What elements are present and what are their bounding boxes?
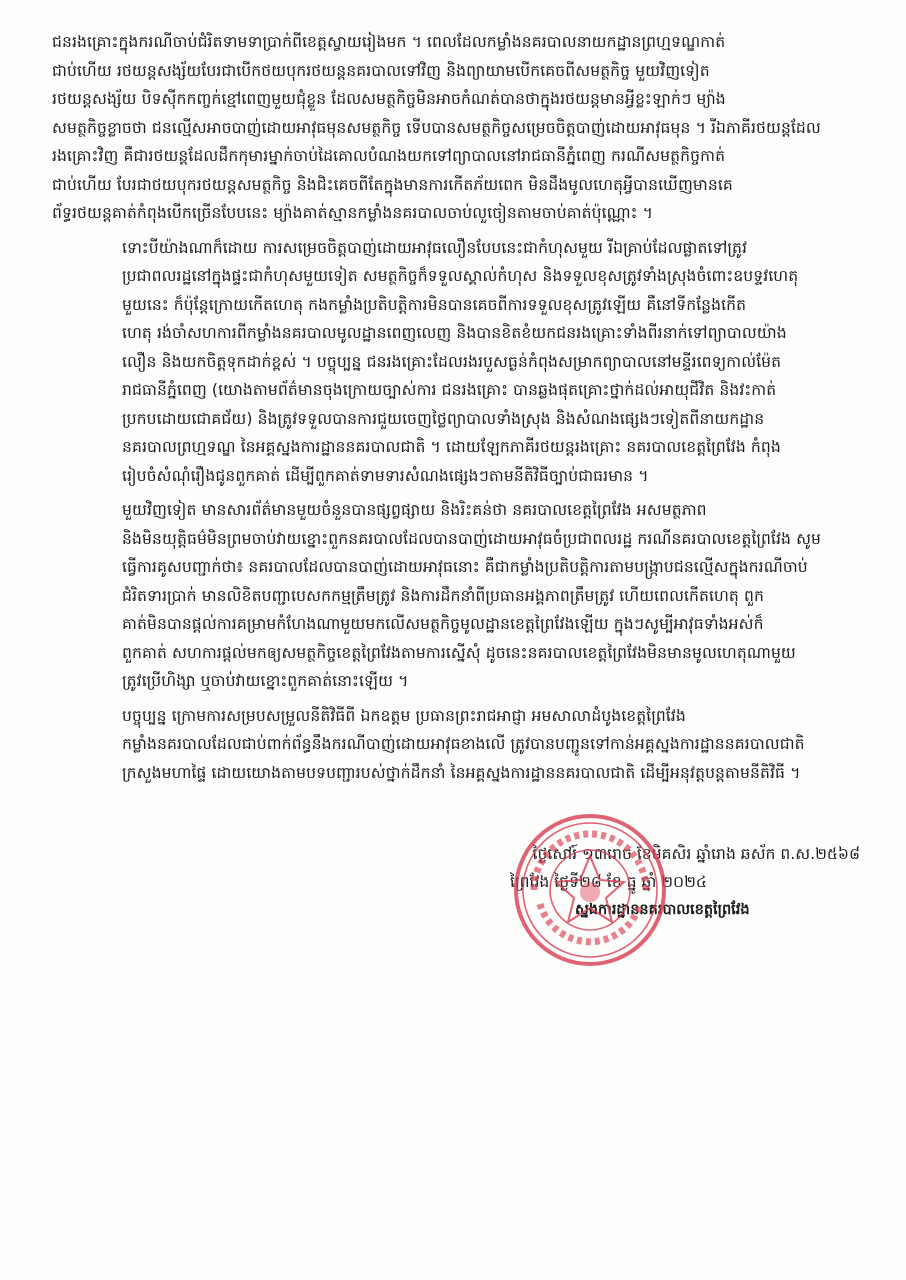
lunar-date: ថ្ងៃសៅរ៍ ១៣រោច ខែមិគសិរ ឆ្នាំរោង ឆស័ក ព.ស.២៥៦៨ [532, 845, 860, 863]
paragraph-line: ធ្វើការគូសបញ្ជាក់ថា៖ នគរបាលដែលបានបាញ់ដោយអាវុធនោះ គឺជាកម្លាំងប្រតិបត្តិការតាមបង្ក្រាបជនល្មើសក្នុងករណីចាប់ [122, 558, 808, 576]
paragraph-line: ពួកគាត់ សហការផ្តល់មកឲ្យសមត្ថកិច្ចខេត្តព្រៃវែងតាមការស្នើសុំ ដូចនេះនគរបាលខេត្តព្រៃវែងមិនមានមូលហេតុណាមួយ [122, 643, 796, 662]
paragraph-line: ត្រូវប្រើហិង្សា ឬចាប់វាយខ្នោះពួកគាត់នោះឡើយ ។ [122, 672, 409, 690]
paragraph-line: បច្ចុប្បន្ន ក្រោមការសម្របសម្រួលនីតិវិធីពី ឯកឧត្តម ប្រធានព្រះរាជអាជ្ញា អមសាលាដំបូងខេត្តព្រៃវែង [122, 706, 686, 725]
paragraph-line: និងមិនយុត្តិធម៌មិនព្រមចាប់វាយខ្នោះពួកនគរបាលដែលបានបាញ់ដោយអាវុធចំប្រជាពលរដ្ឋ ករណីនគរបាលខេត្តព្រៃវែង សូម [122, 529, 822, 548]
paragraph [52, 234, 852, 491]
solar-date: ព្រៃវែង ថ្ងៃទី២៨ ខែ ធ្នូ ឆ្នាំ ២០២៤ [510, 873, 707, 891]
paragraph-line: ប្រកបដោយជោគជ័យ) និងត្រូវទទួលបានការជួយចេញថ្លៃព្យាបាលទាំងស្រុង និងសំណងផ្សេងៗទៀតពីនាយកដ្ឋាន [122, 409, 765, 428]
paragraph-line: ជាប់ហើយ បែរជាថយបុករថយន្តសមត្ថកិច្ច និងជិះគេចពីតែក្នុងមានការកើតភ័យពេក មិនដឹងមូលហេតុអ្វីបានឃើញមានគេ [52, 175, 733, 194]
paragraph [52, 702, 852, 788]
paragraph-line: លឿន និងយកចិត្តទុកដាក់ខ្ពស់ ។ បច្ចុប្បន្ន ជនរងគ្រោះដែលរងរបួសធ្ងន់កំពុងសម្រាកព្យាបាលនៅមន្ទីរពេទ្យកាល់ម៉ែត [122, 352, 782, 371]
paragraph-line: រងគ្រោះវិញ គឺជារថយន្តដែលដឹកកុមារម្នាក់ចាប់ដៃគោលបំណងយកទៅព្យាបាលនៅរាជធានីភ្នំពេញ ករណីសមត្ថកិច្ចកាត់ [52, 147, 726, 165]
paragraph-line: ទោះបីយ៉ាងណាក៏ដោយ ការសម្រេចចិត្តបាញ់ដោយអាវុធលឿនបែបនេះជាកំហុសមួយ រីឯគ្រាប់ដែលផ្លាតទៅត្រូវ [122, 238, 748, 257]
paragraph-line: ប្រជាពលរដ្ឋនៅក្នុងផ្ទះជាកំហុសមួយទៀត សមត្ថកិច្ចក៏ទទួលស្គាល់កំហុស និងទទួលខុសត្រូវទាំងស្រុងចំពោះឧបទ្ទវហេតុ [122, 267, 799, 285]
document-body [52, 28, 852, 793]
paragraph-line: ហេតុ រង់ចាំសហការពីកម្លាំងនគរបាលមូលដ្ឋានពេញលេញ និងបានខិតខំយកជនរងគ្រោះទាំងពីរនាក់ទៅព្យាបាលយ៉ាង [122, 324, 787, 342]
paragraph-line: សមត្ថកិច្ចខ្លាចថា ជនល្មើសអាចបាញ់ដោយអាវុធមុនសមត្ថកិច្ច ទើបបានសមត្ថកិច្ចសម្រេចចិត្តបាញ់ដោយអាវុធមុន ។ រីឯភាគីរថយន្តដែល [52, 118, 821, 137]
paragraph-line: កម្លាំងនគរបាលដែលជាប់ពាក់ព័ន្ធនឹងករណីបាញ់ដោយអាវុធខាងលើ ត្រូវបានបញ្ជូនទៅកាន់អគ្គស្នងការដ្ឋាននគរបាលជាតិ [122, 735, 805, 753]
paragraph [52, 28, 852, 228]
paragraph-line: រាជធានីភ្នំពេញ (យោងតាមព័ត៌មានចុងក្រោយច្បាស់ការ ជនរងគ្រោះ បានឆ្លងផុតគ្រោះថ្នាក់ដល់អាយុជីវិត និងវះកាត់ [122, 381, 777, 399]
signature-unit: ស្នងការដ្ឋាននគរបាលខេត្តព្រៃវែង [575, 902, 750, 918]
paragraph-line: ជាប់ហើយ រថយន្តសង្ស័យបែរជាបើកថយបុករថយន្តនគរបាលទៅវិញ និងព្យាយាមបើកគេចពីសមត្ថកិច្ច មួយវិញទៀត [52, 61, 710, 80]
paragraph-line: មួយនេះ ក៏ប៉ុន្តែក្រោយកើតហេតុ កងកម្លាំងប្រតិបត្តិការមិនបានគេចពីការទទួលខុសត្រូវឡើយ គឺនៅទីកន្លែងកើត [122, 295, 747, 314]
paragraph-line: ជនរងគ្រោះក្នុងករណីចាប់ជំរិតទាមទាប្រាក់ពីខេត្តស្វាយរៀងមក ។ ពេលដែលកម្លាំងនគរបាលនាយកដ្ឋានព្រហ្មទណ្ឌកាត់ [52, 33, 726, 51]
paragraph-line: រថយន្តសង្ស័យ បិទស៊ីកកញ្ចក់ខ្មៅពេញមួយជុំខ្លួន ដែលសមត្ថកិច្ចមិនអាចកំណត់បានថាក្នុងរថយន្តមានអ្វីខ្លះឡាក់ៗ ម្យ៉ាង [52, 90, 726, 108]
paragraph [52, 496, 852, 696]
paragraph-line: ជំរិតទារប្រាក់ មានលិខិតបញ្ជាបេសកកម្មត្រឹមត្រូវ និងការដឹកនាំពីប្រធានអង្គភាពត្រឹមត្រូវ ហើយពេលកើតហេតុ ពួក [122, 586, 764, 605]
paragraph-line: ក្រសួងមហាផ្ទៃ ដោយយោងតាមបទបញ្ជារបស់ថ្នាក់ដឹកនាំ នៃអគ្គស្នងការដ្ឋាននគរបាលជាតិ ដើម្បីអនុវត្តបន្តតាមនីតិវិធី ។ [122, 763, 801, 782]
paragraph-line: នគរបាលព្រហ្មទណ្ឌ នៃអគ្គស្នងការដ្ឋាននគរបាលជាតិ ។ ដោយឡែកភាគីរថយន្តរងគ្រោះ នគរបាលខេត្តព្រៃវែង កំពុង [122, 438, 781, 456]
date-signature-block [440, 840, 860, 924]
paragraph-line: ព័ទ្ធរថយន្តគាត់កំពុងបើកច្រើនបែបនេះ ម្យ៉ាងគាត់ស្មានកម្លាំងនគរបាលចាប់លួចៀនតាមចាប់គាត់ប៉ុណ្ណោះ ។ [52, 204, 654, 222]
paragraph-line: រៀបចំសំណុំរឿងជូនពួកគាត់ ដើម្បីពួកគាត់ទាមទារសំណងផ្សេងៗតាមនីតិវិធីច្បាប់ជាធរមាន ។ [122, 466, 649, 485]
paragraph-line: មួយវិញទៀត មានសារព័ត៌មានមួយចំនួនបានផ្សព្វផ្សាយ និងរិះគន់ថា នគរបាលខេត្តព្រៃវែង អសមត្ថភាព [122, 501, 707, 519]
paragraph-line: គាត់មិនបានផ្តល់ការគម្រាមកំហែងណាមួយមកលើសមត្ថកិច្ចមូលដ្ឋានខេត្តព្រៃវែងឡើយ ក្នុងៗសូម្បីអាវុធទាំងអស់ក៏ [122, 615, 764, 633]
